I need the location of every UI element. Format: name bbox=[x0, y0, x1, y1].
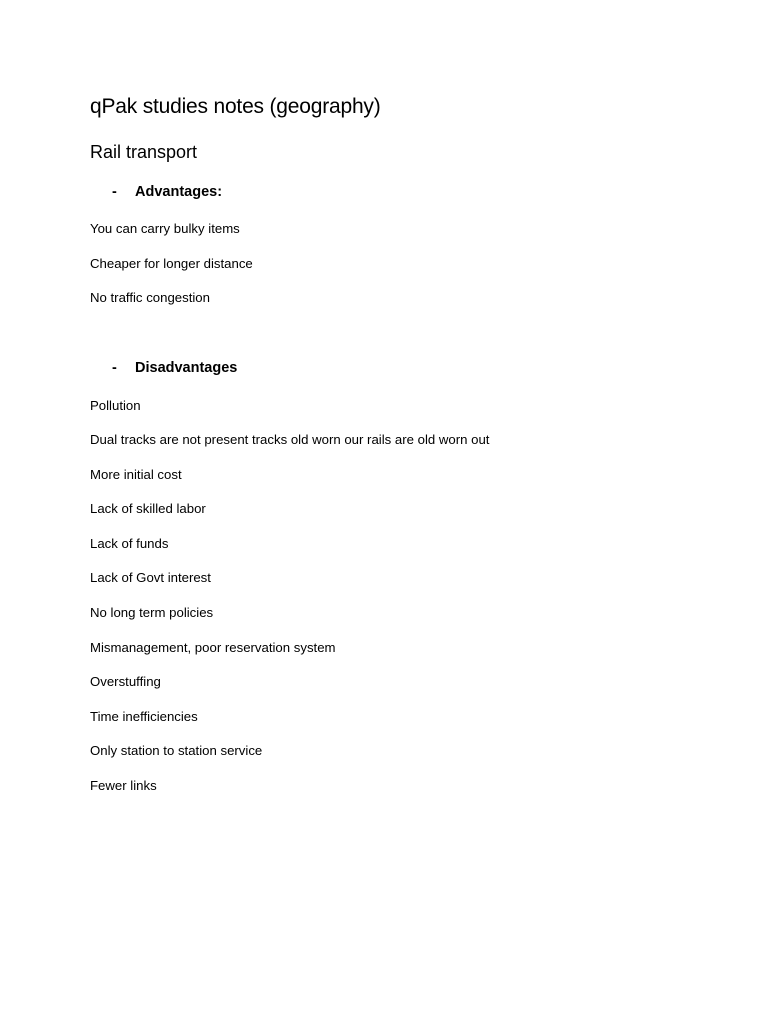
disadvantage-item: Overstuffing bbox=[90, 674, 161, 689]
document-title: qPak studies notes (geography) bbox=[90, 95, 381, 118]
disadvantage-item: Fewer links bbox=[90, 778, 157, 793]
disadvantage-item: Dual tracks are not present tracks old worn our rails are old worn out bbox=[90, 432, 490, 447]
disadvantages-heading-label: Disadvantages bbox=[135, 360, 238, 376]
disadvantage-item: Time inefficiencies bbox=[90, 709, 198, 724]
disadvantage-item: Pollution bbox=[90, 398, 141, 413]
disadvantage-item: Lack of Govt interest bbox=[90, 570, 211, 585]
disadvantage-item: Only station to station service bbox=[90, 743, 263, 758]
disadvantages-heading bbox=[112, 358, 237, 378]
advantages-heading bbox=[112, 182, 222, 202]
disadvantage-item: Lack of funds bbox=[90, 536, 169, 551]
disadvantage-item: Mismanagement, poor reservation system bbox=[90, 640, 336, 655]
disadvantage-item: No long term policies bbox=[90, 605, 214, 620]
advantage-item: Cheaper for longer distance bbox=[90, 256, 253, 271]
bullet-dash: - bbox=[112, 360, 117, 376]
bullet-dash: - bbox=[112, 184, 117, 200]
advantage-item: No traffic congestion bbox=[90, 290, 210, 305]
section-title: Rail transport bbox=[90, 142, 198, 162]
disadvantage-item: Lack of skilled labor bbox=[90, 501, 206, 516]
advantages-heading-label: Advantages: bbox=[135, 184, 223, 200]
advantage-item: You can carry bulky items bbox=[90, 221, 240, 236]
disadvantage-item: More initial cost bbox=[90, 467, 182, 482]
